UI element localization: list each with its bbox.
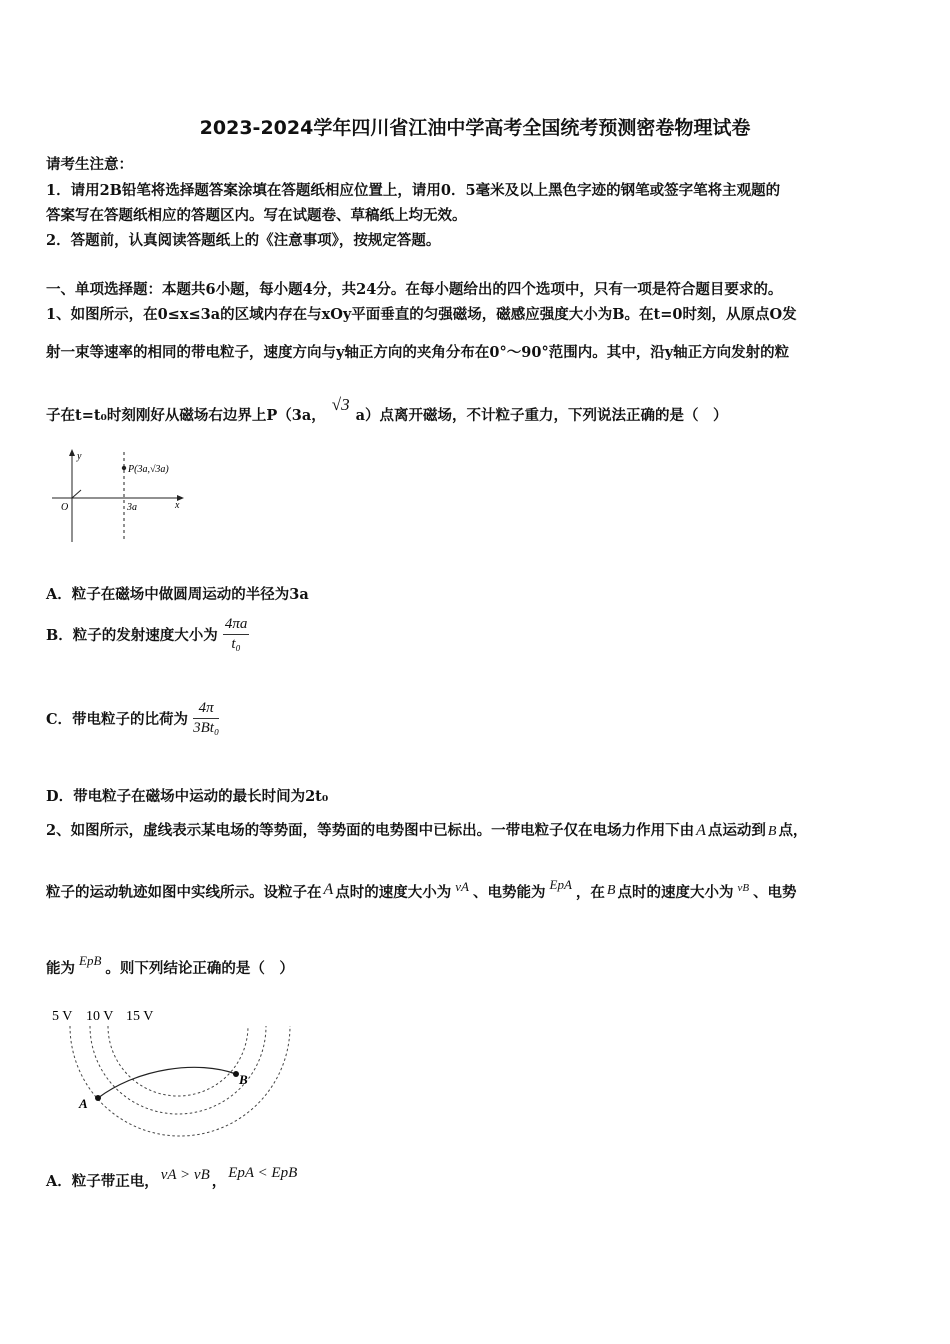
label-b: B (239, 1072, 248, 1087)
label-a: A (79, 1096, 88, 1111)
q2-option-a-text: A．粒子带正电， (46, 1173, 159, 1190)
y-label: y (77, 451, 82, 462)
notice-line-1b: 答案写在答题纸相应的答题区内。写在试题卷、草稿纸上均无效。 (46, 207, 467, 224)
q1-line-1: 1、如图所示，在0≤x≤3a的区域内存在与xOy平面垂直的匀强磁场，磁感应强度大小为B。在t=0时刻，从原点O发 (46, 306, 797, 323)
q2-line-3b: 。则下列结论正确的是（ ） (105, 960, 294, 977)
q2-line-2f: 、电势 (753, 884, 797, 901)
q2-b-symbol: B (606, 883, 616, 898)
label-10v: 10 V (86, 1009, 114, 1024)
point-a (95, 1095, 101, 1101)
label-15v: 15 V (126, 1009, 154, 1024)
q2-option-a-comma: ， (211, 1173, 227, 1190)
label-5v: 5 V (52, 1009, 73, 1024)
vb-symbol: vB (737, 882, 750, 894)
frac-num: 4πa (223, 616, 250, 635)
q2-option-a (46, 1165, 299, 1191)
q2-a-symbol: A (323, 881, 334, 898)
q1-line-3 (46, 395, 728, 425)
p-label: P(3a,√3a) (128, 464, 169, 475)
q2-line-2c: 、电势能为 (473, 884, 546, 901)
emit-arrow (72, 490, 81, 498)
q2-line-2b: 点时的速度大小为 (335, 884, 452, 901)
q2-a-symbol: A (696, 822, 706, 839)
notice-heading: 请考生注意： (46, 156, 133, 173)
q1-option-c-fraction (193, 700, 219, 737)
q2-figure (48, 1002, 298, 1142)
q1-option-b (46, 616, 249, 653)
q1-option-c (46, 700, 219, 737)
q2-line-2 (46, 877, 797, 902)
q1-option-b-fraction (223, 616, 250, 653)
q1-option-a: A．粒子在磁场中做圆周运动的半径为3a (46, 586, 309, 603)
q2-option-a-energy: EpA < EpB (228, 1165, 298, 1181)
frac-num: 4π (193, 700, 219, 719)
q2-line-1a: 2、如图所示，虚线表示某电场的等势面，等势面的电势图中已标出。一带电粒子仅在电场力作用下由 (46, 822, 695, 839)
q2-b-symbol: B (767, 824, 777, 839)
va-symbol: vA (455, 879, 469, 894)
q1-line-3b: a）点离开磁场，不计粒子重力，下列说法正确的是（ ） (355, 407, 728, 424)
equipotential-15v (108, 1026, 248, 1096)
3a-label: 3a (127, 502, 137, 513)
q1-option-c-text: C．带电粒子的比荷为 (46, 711, 189, 728)
equipotential-5v (70, 1026, 290, 1136)
q2-line-2e: 点时的速度大小为 (617, 884, 734, 901)
q2-option-a-velocity: vA > vB (160, 1167, 210, 1183)
y-arrow-icon (69, 449, 75, 456)
section-heading: 一、单项选择题：本题共6小题，每小题4分，共24分。在每小题给出的四个选项中，只有一项是符合题目要求的。 (46, 281, 783, 298)
epa-symbol: EpA (549, 877, 572, 892)
q1-line-2: 射一束等速率的相同的带电粒子，速度方向与y轴正方向的夹角分布在0°～90°范围内。其中，沿y轴正方向发射的粒 (46, 344, 790, 361)
q2-line-2a: 粒子的运动轨迹如图中实线所示。设粒子在 (46, 884, 322, 901)
q1-option-d: D．带电粒子在磁场中运动的最长时间为2t₀ (46, 788, 329, 805)
q2-line-3a: 能为 (46, 960, 75, 977)
equipotential-10v (90, 1026, 266, 1114)
q2-line-3 (46, 953, 294, 978)
notice-line-1a: 1．请用2B铅笔将选择题答案涂填在答题纸相应位置上，请用0．5毫米及以上黑色字迹的钢笔或签字笔将主观题的 (46, 182, 781, 199)
q2-line-1b: 点运动到 (707, 822, 766, 839)
q1-option-b-text: B．粒子的发射速度大小为 (46, 627, 218, 644)
q2-line-1c: 点， (778, 822, 808, 839)
q1-figure (48, 446, 198, 546)
q2-line-2d: ，在 (575, 884, 605, 901)
point-p (122, 466, 126, 470)
frac-den: t₀ (231, 636, 241, 652)
origin-label: O (61, 502, 69, 513)
frac-den: 3Bt₀ (193, 720, 220, 736)
x-label: x (175, 500, 180, 511)
sqrt3: √3 (331, 395, 350, 414)
q2-line-1 (46, 819, 807, 840)
epb-symbol: EpB (79, 953, 102, 968)
q1-line-3a: 子在t=t₀时刻刚好从磁场右边界上P（3a， (46, 407, 326, 424)
trajectory (98, 1067, 236, 1098)
notice-line-2: 2．答题前，认真阅读答题纸上的《注意事项》，按规定答题。 (46, 232, 441, 249)
page-title: 2023-2024学年四川省江油中学高考全国统考预测密卷物理试卷 (199, 117, 751, 139)
